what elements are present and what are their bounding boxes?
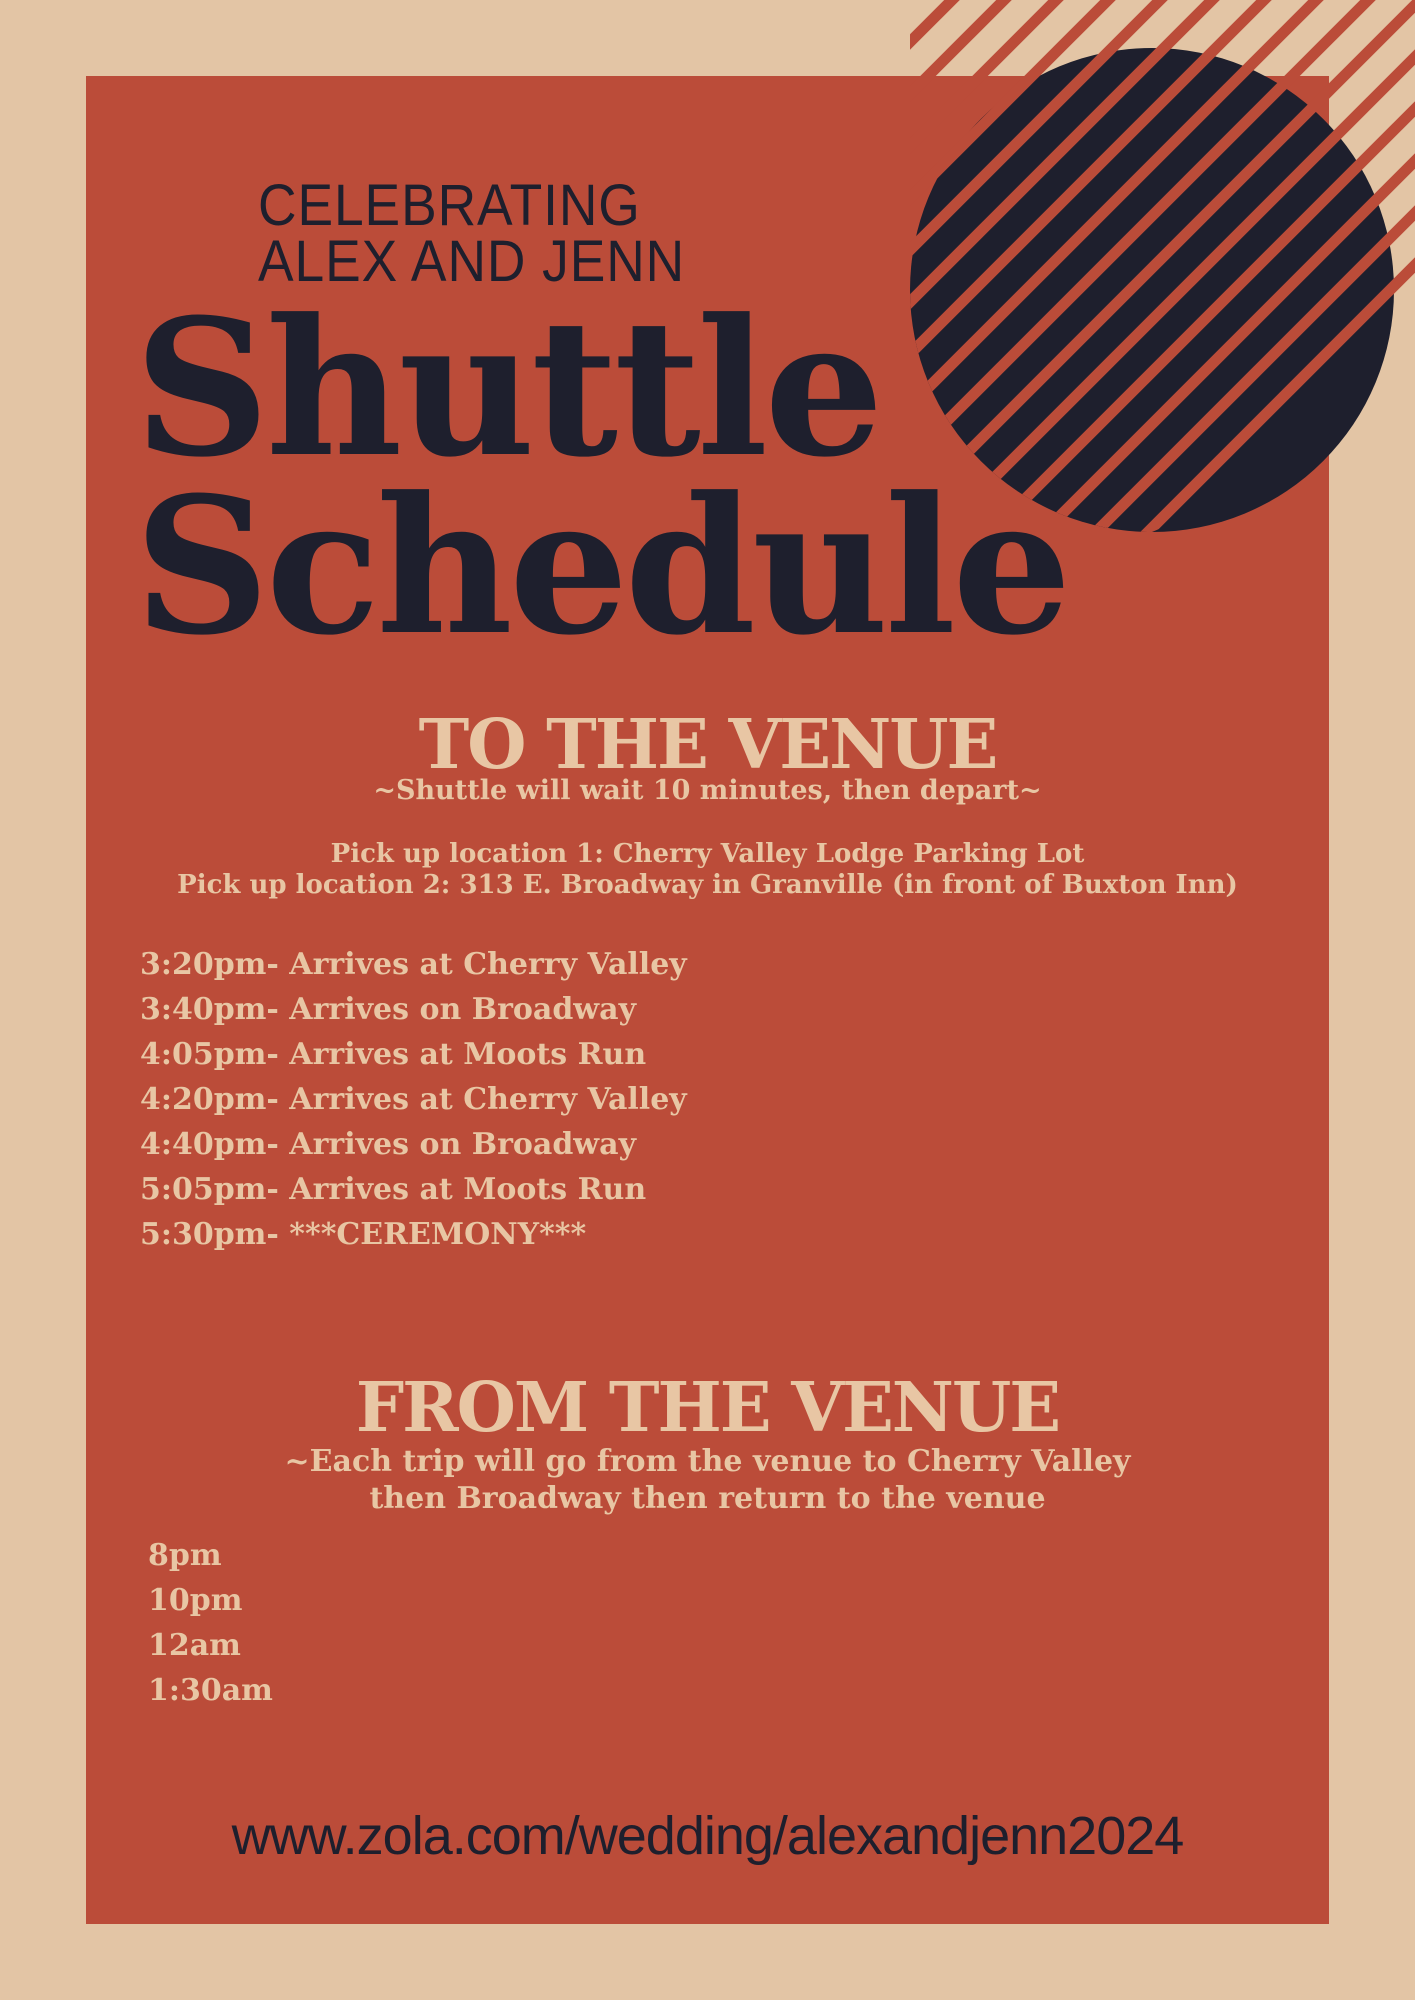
return-time-row: 12am [148, 1628, 241, 1663]
schedule-row: 3:20pm- Arrives at Cherry Valley [140, 947, 687, 982]
from-venue-note-line-2: then Broadway then return to the venue [369, 1481, 1046, 1516]
from-venue-times [148, 1533, 273, 1713]
from-venue-note-line-1: ~Each trip will go from the venue to Cherry Valley [284, 1444, 1131, 1479]
schedule-row: 4:40pm- Arrives on Broadway [140, 1127, 636, 1162]
page-title [134, 278, 1068, 677]
schedule-row: 5:05pm- Arrives at Moots Run [140, 1172, 647, 1207]
return-time-row: 10pm [148, 1583, 243, 1618]
to-venue-heading: TO THE VENUE [418, 705, 997, 785]
return-time-row: 8pm [148, 1538, 222, 1573]
celebrating-line-1: CELEBRATING [258, 173, 641, 238]
celebrating-heading [258, 173, 686, 294]
title-line-1: Shuttle [134, 278, 880, 499]
schedule-row: 4:05pm- Arrives at Moots Run [140, 1037, 647, 1072]
schedule-row: 4:20pm- Arrives at Cherry Valley [140, 1082, 687, 1117]
wedding-website-link[interactable]: www.zola.com/wedding/alexandjenn2024 [231, 1806, 1184, 1866]
schedule-row: 3:40pm- Arrives on Broadway [140, 992, 636, 1027]
pickup-location-2: Pick up location 2: 313 E. Broadway in Granville (in front of Buxton Inn) [177, 870, 1238, 900]
schedule-row: 5:30pm- ***CEREMONY*** [140, 1217, 587, 1252]
pickup-location-1: Pick up location 1: Cherry Valley Lodge Parking Lot [330, 839, 1085, 869]
from-venue-heading: FROM THE VENUE [355, 1368, 1060, 1448]
to-venue-note: ~Shuttle will wait 10 minutes, then depart~ [373, 775, 1042, 806]
to-venue-times [140, 942, 687, 1257]
return-time-row: 1:30am [148, 1673, 273, 1708]
title-line-2: Schedule [134, 456, 1068, 677]
celebrating-line-2: ALEX AND JENN [258, 229, 686, 294]
